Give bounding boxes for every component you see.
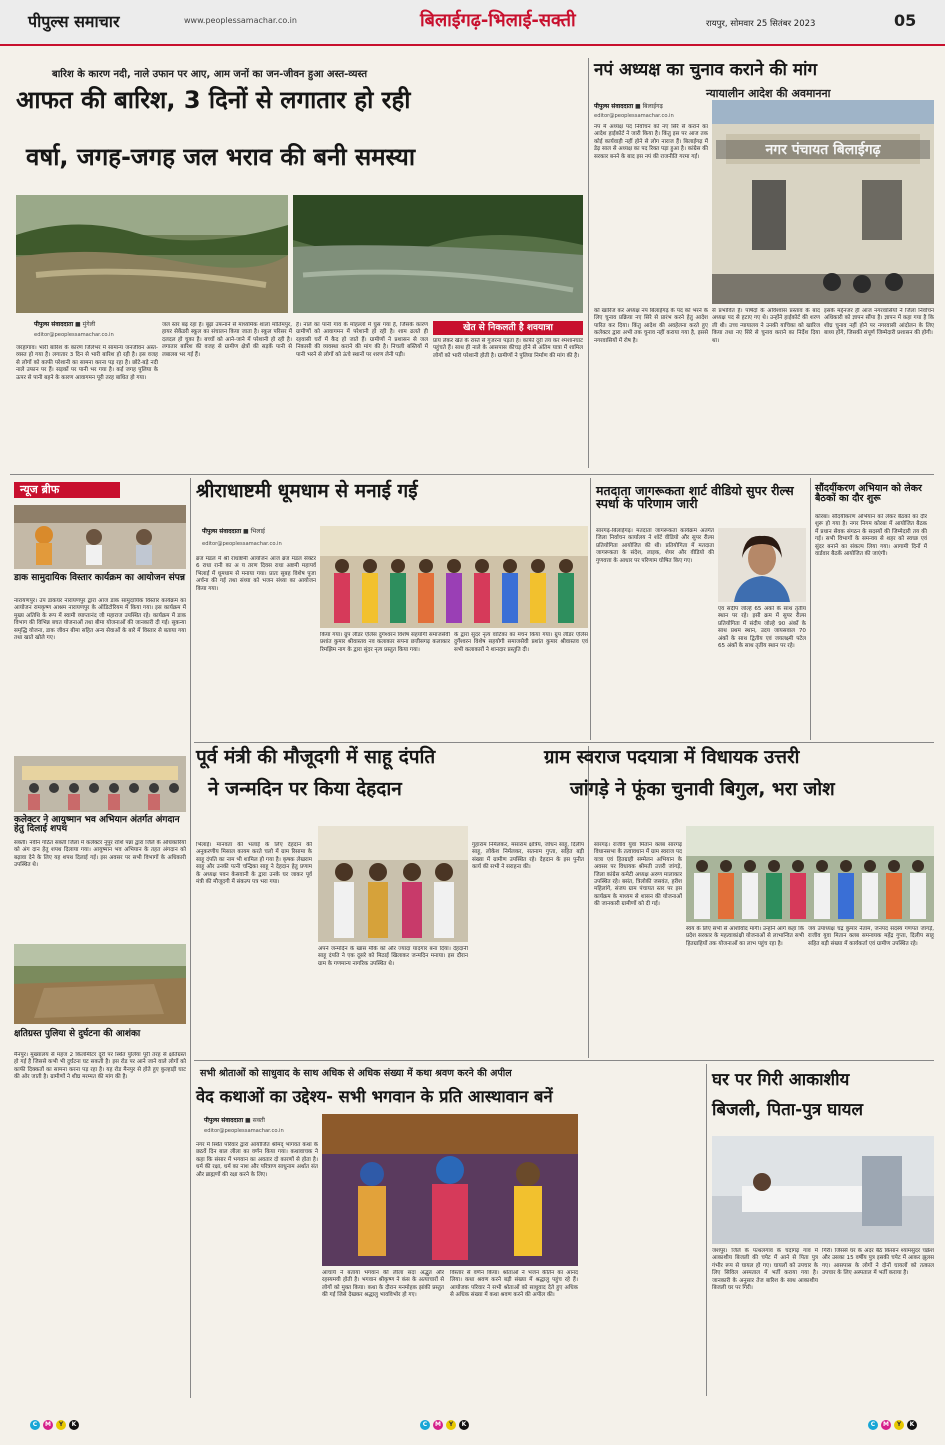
cmyk-bottom-right — [868, 1420, 917, 1430]
voter-headline: मतदाता जागरूकता शार्ट वीडियो सुपर रील्स स्पर्धा के परिणाम जारी — [596, 483, 794, 512]
cmyk-c: C — [30, 1420, 40, 1430]
katha-photo — [322, 1114, 578, 1266]
election-col-2: को खारिज कर अध्यक्ष नपं बिलाईगढ़ के पद को भरने के लिए चुनाव प्रक्रिया नए सिरे से प्रारंभ करने हेतु आदेश पारित कर दिया। किंतु आदेश की अवहेलना करते हुए कलेक्टर द्वारा अभी तक चुनाव नहीं कराया गया है, इससे नगरवासियों में रोष है। — [594, 308, 708, 344]
sahu-headline-1: पूर्व मंत्री की मौजूदगी में साहू दंपति — [196, 746, 436, 768]
election-col-1: नपं में अध्यक्ष पद निर्वाचन को नए सिरे से कराने का आदेश हाईकोर्ट ने जारी किया है। किंतु इस पर आज तक कोई कार्यवाही नहीं होने से लोग नाराज हैं। बिलाईगढ़ में डेढ़ साल से अध्यक्ष का पद रिक्त पड़ा हुआ है। कांग्रेस की सरकार बनने के बाद इस नपं की राजनीति गरमा गई। — [594, 124, 708, 160]
divider — [706, 1064, 707, 1396]
lightning-photo — [712, 1136, 934, 1244]
divider — [590, 478, 591, 740]
voter-winner-photo — [718, 528, 806, 602]
lightning-col-2: गिरी। जिससे घर के अंदर बैठे किसान श्यामसुंदर चक्रेश और उसका 15 वर्षीय पुत्र इसकी चपेट में आकर झुलस गए। आसपास के लोगों ने दोनों घायलों को तत्काल उपचार के लिए अस्पताल में भर्ती कराया है। — [822, 1248, 934, 1277]
rain-headline-2: वर्षा, जगह-जगह जल भराव की बनी समस्या — [26, 143, 416, 171]
lightning-col-1: जशपुर। जिले के पत्थलगांव के चंदागढ़ गांव में आकाशीय बिजली की चपेट में आने से पिता पुत्र गंभीर रूप से घायल हो गए। घायलों को उपचार के लिए सिविल अस्पताल में भर्ती कराया गया है। जानकारी के अनुसार तेज बारिश के साथ आकाशीय बिजली घर पर गिरी। — [712, 1248, 818, 1292]
sahu-col-2: अपने जन्मदिन के खास मौके को और ज्यादा यादगार बना दिया। देहदानी साहू दंपति ने एक दूसरे को मिठाई खिलाकर जन्मदिन मनाया। इस दौरान ग्राम के गणमान्य नागरिक उपस्थित थे। — [318, 946, 468, 967]
village-col-3: स्वयं के लिए सभी से आशीर्वाद मांगी। उन्होंने आगे कहा कि प्रदेश सरकार के महत्वाकांक्षी योजनाओं से लाभान्वित सभी हितग्राहियों तक योजनाओं का लाभ पहुंच रहा है। — [686, 926, 804, 947]
sahu-headline-2: ने जन्मदिन पर किया देहदान — [208, 778, 402, 800]
radhashtami-byline-source: पीपुल्स संवाददाता — [202, 528, 242, 535]
rain-photo-right — [293, 195, 583, 313]
rain-box-title: खेत से निकलती है शवयात्रा — [433, 321, 583, 335]
radhashtami-byline-place: भिलाई — [250, 528, 265, 535]
brief-3-headline: क्षतिग्रस्त पुलिया से दुर्घटना की आशंका — [14, 1029, 141, 1039]
rain-email: editor@peoplessamachar.co.in — [34, 332, 114, 338]
lightning-headline-2: बिजली, पिता-पुत्र घायल — [712, 1100, 864, 1120]
rain-byline-source: पीपुल्स संवाददाता — [34, 321, 74, 328]
brief-photo-3 — [14, 944, 186, 1024]
katha-col-2: आचार्य ने बताया भगवान की लीला सदा अद्भुत और रहस्यमयी होती है। भगवान श्रीकृष्ण ने कंस के अत्याचारों से लोगों को मुक्त किया। कथा के दौरान मनमोहक झांकी प्रस्तुत की गई जिसे देखकर श्रद्धालु भावविभोर हो गए। — [322, 1270, 444, 1299]
divider — [588, 58, 589, 468]
village-headline-1: ग्राम स्वराज पदयात्रा में विधायक उत्तरी — [544, 747, 800, 768]
cmyk-bottom-left — [30, 1420, 79, 1430]
cmyk-m: M — [881, 1420, 891, 1430]
katha-email: editor@peoplessamachar.co.in — [204, 1128, 284, 1134]
news-brief-label: न्यूज ब्रीफ — [14, 482, 120, 498]
nagar-panchayat-photo — [712, 100, 934, 304]
voter-col-1: सारंगढ़-बिलाईगढ़। मतदाता जागरूकता कार्यक्रम अंतर्गत जिला निर्वाचन कार्यालय ने शॉर्ट वीडियो और सुपर रील्स प्रतियोगिता आयोजित की थी। प्रतियोगिता में मतदाता जागरूकता के संदेश, लाइक, शेयर और वीडियो की गुणवत्ता के आधार पर परिणाम घोषित किए गए। — [596, 528, 714, 564]
village-photo — [686, 826, 934, 922]
dateline: रायपुर, सोमवार 25 सितंबर 2023 — [706, 19, 816, 29]
radhashtami-col-2: किया गया। ग्रुप लीडर एलिस दुर्गेश्वरन विशेष सहयोगी समाजसेवी प्रशांत कुमार श्रीवास्तव नव कलाकार सपना छत्तीसगढ़ कलाकार रिमझिम नाग के द्वारा सुंदर नृत्य प्रस्तुत किया गया। — [320, 632, 450, 653]
election-byline: पीपुल्स संवाददाता ■ बिलाईगढ़ — [594, 103, 663, 110]
voter-col-2: एवं संदीप जोल्हे 65 अंकों के साथ तृतीय स्थान पर रहे। इसी क्रम में सुपर रील्स प्रतियोगिता में संदीप जोल्हे 90 अंकों के साथ प्रथम स्थान, उदय जायसवाल 70 अंकों के साथ द्वितीय एवं जयलक्ष्मी पटेल 65 अंकों के साथ तृतीय स्थान पर रहे। — [718, 606, 806, 650]
radhashtami-byline: पीपुल्स संवाददाता ■ भिलाई — [202, 528, 265, 535]
lightning-headline-1: घर पर गिरी आकाशीय — [712, 1070, 850, 1090]
radhashtami-col-1: ब्रज मंडल में श्री राधाष्टमी आयोजन आज ब्रज मंडल सेक्टर 6 राधा रानी का अ य तरण दिवस राधा अष्टमी महापर्व भिलाई में धूमधाम से मनाया गया। प्रातः सुबह विशेष पूजा अर्चना की गई तथा संध्या को भजन संध्या का आयोजन किया गया। — [196, 556, 316, 592]
brief-photo-2 — [14, 756, 186, 812]
katha-byline-place: सक्ती — [252, 1117, 265, 1124]
katha-byline-source: पीपुल्स संवाददाता — [204, 1117, 244, 1124]
cmyk-bottom-center — [420, 1420, 469, 1430]
village-col-4: जय उपाध्यक्ष चंद्र कुमार नेताम, जनपद सदस्य गणपत जांगड़े, राजीव युवा मितान क्लब समन्वयक महेंद्र गुप्ता, दिलीप साहू सहित बड़ी संख्या में कार्यकर्ता एवं ग्रामीण उपस्थित रहे। — [808, 926, 934, 947]
rain-col-3: हैं। नाले का पानी गांव के मोहल्लों में घुस गया है, जिसके कारण ग्रामीणों को आवागमन में परेशानी हो रही है। शाम ढलते ही रहवासी घरों में कैद हो जाते हैं। ग्रामीणों ने प्रशासन से जल निकासी की व्यवस्था कराने की मांग की है। निचली बस्तियों में पानी भरने से लोगों को ऊंचे स्थानों पर शरण लेनी पड़ी। — [296, 322, 428, 358]
election-col-3: से प्रभावित है। पार्षदों के अविश्वास प्रस्ताव के बाद अध्यक्ष पद से हटाए गए थे। उन्होंने हाईकोर्ट की शरण ली थी। उच्च न्यायालय ने उनकी याचिका को खारिज किया तथा नए सिरे से चुनाव कराने का निर्देश दिया था। — [712, 308, 820, 344]
rain-col-1: जरहागांव। भारी बारिश के कारण जिलेभर में सामान्य जनजीवन अस्त-व्यस्त हो गया है। लगातार 3 दिन से भारी बारिश हो रही है। इस वजह से लोगों को काफी परेशानी का सामना करना पड़ रहा है। छोटे-बड़े नदी नाले उफान पर हैं। सड़कों पर पानी भर गया है। कई जगह पुलिया के ऊपर से पानी बहने के कारण आवागमन पूरी तरह बाधित हो गया। — [16, 345, 158, 381]
election-headline: नपं अध्यक्ष का चुनाव कराने की मांग — [594, 60, 818, 80]
brief-3-text: मैनपुर। मुख्यालय से महज 2 किलोमीटर दूरी पर स्थित पुलिया पूरी तरह से क्षतिग्रस्त हो गई है जिससे कभी भी दुर्घटना घट सकती है। इस रोड पर आने जाने वाले लोगों को काफी दिक्कतों का सामना करना पड़ रहा है। यह रोड मैनपुर से होते हुए कुल्हाड़ी घाट की ओर जाती है। ग्रामीणों ने शीघ्र मरम्मत की मांग की है। — [14, 1052, 186, 1081]
radhashtami-email: editor@peoplessamachar.co.in — [202, 541, 282, 547]
katha-kicker: सभी श्रोताओं को साधुवाद के साथ अधिक से अधिक संख्या में कथा श्रवण करने की अपील — [200, 1068, 512, 1079]
rain-col-2: जल स्तर बढ़ रहा है। बूढ़ा उफनाने से माध्यमिक शाला मोतिमपुर, हायर सेकेंडरी स्कूल का संचालन किया जाता है। स्कूल परिसर में दलदल हो चुका है। बच्चों को आने-जाने में परेशानी हो रही है। लगातार बारिश की वजह से ग्रामीण क्षेत्रों की सड़कें पानी से लबालब भर गई हैं। — [162, 322, 292, 358]
cmyk-c: C — [868, 1420, 878, 1430]
rain-kicker: बारिश के कारण नदी, नाले उफान पर आए, आम जनों का जन-जीवन हुआ अस्त-व्यस्त — [52, 69, 368, 80]
divider — [810, 478, 811, 740]
cmyk-k: K — [459, 1420, 469, 1430]
radhashtami-headline: श्रीराधाष्टमी धूमधाम से मनाई गई — [196, 480, 418, 502]
cmyk-c: C — [420, 1420, 430, 1430]
website-url: www.peoplessamachar.co.in — [184, 16, 297, 25]
radhashtami-photo — [320, 526, 588, 628]
cmyk-y: Y — [894, 1420, 904, 1430]
paper-name: पीपुल्स समाचार — [28, 12, 120, 31]
election-subhead: न्यायालीन आदेश की अवमानना — [706, 87, 831, 100]
katha-headline: वेद कथाओं का उद्देश्य- सभी भगवान के प्रति आस्थावान बनें — [196, 1087, 553, 1106]
edition-name: बिलाईगढ़-भिलाई-सक्ती — [420, 10, 576, 31]
sahu-col-1: भिलाई। मानवता की भलाई के लिए देहदान की अनुकरणीय मिसाल कायम करते चलो में ग्राम रिसामा के साहू दंपति का नाम भी शामिल हो गया है। कृषक लेखराम साहू और उनकी पत्नी चन्द्रिका साहू ने देहदान हेतु प्रणाम के अध्यक्ष पवन केसवानी के द्वारा उनके घर जाकर पूर्व मंत्री की मौजूदगी में संकल्प पत्र भरा गया। — [196, 842, 312, 886]
divider — [194, 742, 934, 743]
election-col-4: इसके मद्देनजर ही आज नगरवासियों ने जिला निर्वाचन अधिकारी को ज्ञापन सौंपा है। ज्ञापन में कहा गया है कि शीघ्र चुनाव नहीं होने पर नगरवासी आंदोलन के लिए बाध्य होंगे, जिसकी संपूर्ण जिम्मेदारी प्रशासन की होगी। — [824, 308, 934, 337]
divider — [190, 478, 191, 1398]
katha-col-1: नगर में स्थित परिवार द्वारा आयोजित श्रीमद् भागवत कथा के छठवें दिन बाल लीला का वर्णन किया गया। कथावाचक ने कहा कि संसार में भगवान का अवतार दो कारणों से होता है। धर्म की रक्षा, धर्म का नाश और परित्राण साधुनाम अर्थात संत और ब्राह्मणों की रक्षा करने के लिए। — [196, 1142, 318, 1178]
brief-1-text: नारायणपुर। उप डाकघर नारायणपुर द्वारा आज डाक सामुदायिक विस्तार कार्यक्रम का आयोजन रामकृष्ण आश्रम नारायणपुर के ऑडिटोरियम में किया गया। इस कार्यक्रम में मुख्य अतिथि के रूप में स्वामी व्याप्तानंद जी महाराज उपस्थित रहे। कार्यक्रम में डाक विभाग की विभिन्न बचत योजनाओं तथा बीमा योजनाओं की जानकारी दी गई। सुकन्या समृद्धि योजना, डाक जीवन बीमा सहित अन्य सेवाओं के बारे में विस्तार से बताया गया तथा खाते खोले गए। — [14, 598, 186, 642]
cmyk-y: Y — [56, 1420, 66, 1430]
katha-col-3: विस्तार से वर्णन किया। श्रोताओं ने भजन कीर्तन का आनंद लिया। कथा श्रवण करने बड़ी संख्या में श्रद्धालु पहुंच रहे हैं। आयोजक परिवार ने सभी श्रोताओं को साधुवाद देते हुए अधिक से अधिक संख्या में कथा श्रवण करने की अपील की। — [450, 1270, 578, 1299]
rain-headline-1: आफत की बारिश, 3 दिनों से लगातार हो रही — [16, 86, 411, 114]
village-headline-2: जांगड़े ने फूंका चुनावी बिगुल, भरा जोश — [570, 779, 835, 800]
election-byline-place: बिलाईगढ़ — [642, 103, 663, 110]
rain-byline-place: मुंगेली — [82, 321, 96, 328]
cmyk-m: M — [43, 1420, 53, 1430]
election-email: editor@peoplessamachar.co.in — [594, 113, 674, 119]
beautification-headline: सौंदर्यीकरण अभियान को लेकर बैठकों का दौर शुरू — [815, 483, 922, 504]
beautification-text: कोरबा। सौंदर्यीकरण अभियान को लेकर बैठकों का दौर शुरू हो गया है। नगर निगम कोरबा में आयोजित बैठक में प्रधान सेवक संगठन के सदस्यों की जिम्मेदारी तय की गई। सभी विभागों के समन्वय से शहर को स्वच्छ एवं सुंदर बनाने का संकल्प लिया गया। आगामी दिनों में वार्डवार बैठकें आयोजित की जाएंगी। — [815, 514, 927, 558]
cmyk-k: K — [907, 1420, 917, 1430]
divider — [10, 474, 934, 475]
rain-byline: पीपुल्स संवाददाता ■ मुंगेली — [34, 321, 96, 328]
cmyk-k: K — [69, 1420, 79, 1430]
radhashtami-col-3: के द्वारा सुंदर नृत्य वाटिका का मंचन किया गया। ग्रुप लीडर एलिस दुर्गेश्वरन विशेष सहयोगी समाजसेवी प्रशांत कुमार श्रीवास्तव एवं सभी कलाकारों ने शानदार प्रस्तुति दी। — [454, 632, 588, 653]
brief-1-headline: डाक सामुदायिक विस्तार कार्यक्रम का आयोजन संपन्न — [14, 573, 185, 583]
sahu-photo — [318, 826, 468, 942]
brief-photo-1 — [14, 505, 186, 569]
election-byline-source: पीपुल्स संवाददाता — [594, 103, 634, 110]
rain-photo-left — [16, 195, 288, 313]
nagar-panchayat-sign: नगर पंचायत बिलाईगढ़ — [716, 140, 930, 159]
sahu-col-3: गुहाराम निर्मलकर, मंसाराम क्षत्रिय, जोधन साहू, दिलीप साहू, लोकेश निर्मलकर, सतनाम गुप्ता, सहित बड़ी संख्या में ग्रामीण उपस्थित रहे। देहदान के इस पुनीत कार्य की सभी ने सराहना की। — [472, 842, 584, 871]
brief-2-headline: कलेक्टर ने आयुष्मान भव अभियान अंतर्गत अंगदान हेतु दिलाई शपथ — [14, 815, 180, 835]
katha-byline: पीपुल्स संवाददाता ■ सक्ती — [204, 1117, 265, 1124]
brief-2-text: सक्ती। नवीन गठित सक्ती जिला में कलेक्टर नूपुर राशि पन्ना द्वारा जिले के अधिकारियों को अंग दान हेतु शपथ दिलाया गया। आयुष्मान भव अभियान के तहत अंगदान को बढ़ावा देने के लिए यह शपथ दिलाई गई। इस अवसर पर सभी विभागों के अधिकारी उपस्थित थे। — [14, 840, 186, 869]
divider — [194, 1060, 934, 1061]
village-col-1: सारंगढ़। राजीव युवा मितान क्लब सारंगढ़ विधानसभा के तत्वावधान में ग्राम स्वराज पद यात्रा एवं हितग्राही सम्मेलन अभियान के अवसर पर विधायक श्रीमती उत्तरी जांगड़े, जिला कांग्रेस कमेटी अध्यक्ष अरुण मालाकार उपस्थित रहे। बसंत, त्रिलोकी जसवंत, हरीश महिलांगे, संजय ग्राम पंचायत स्तर पर इस कार्यक्रम के माध्यम से शासन की योजनाओं की जानकारी ग्रामीणों को दी गई। — [594, 842, 682, 908]
rain-box-text: प्राय लेकर खेत के रास्ते से गुजरना पड़ता है। काफी दूरी तय कर श्मशानघाट पहुंचते हैं। साथ ही नाले के आसपास कीचड़ होने से अंतिम यात्रा में शामिल लोगों को भारी परेशानी होती है। ग्रामीणों ने पुलिया निर्माण की मांग की है। — [433, 338, 583, 359]
page-number: 05 — [894, 11, 917, 30]
cmyk-m: M — [433, 1420, 443, 1430]
cmyk-y: Y — [446, 1420, 456, 1430]
